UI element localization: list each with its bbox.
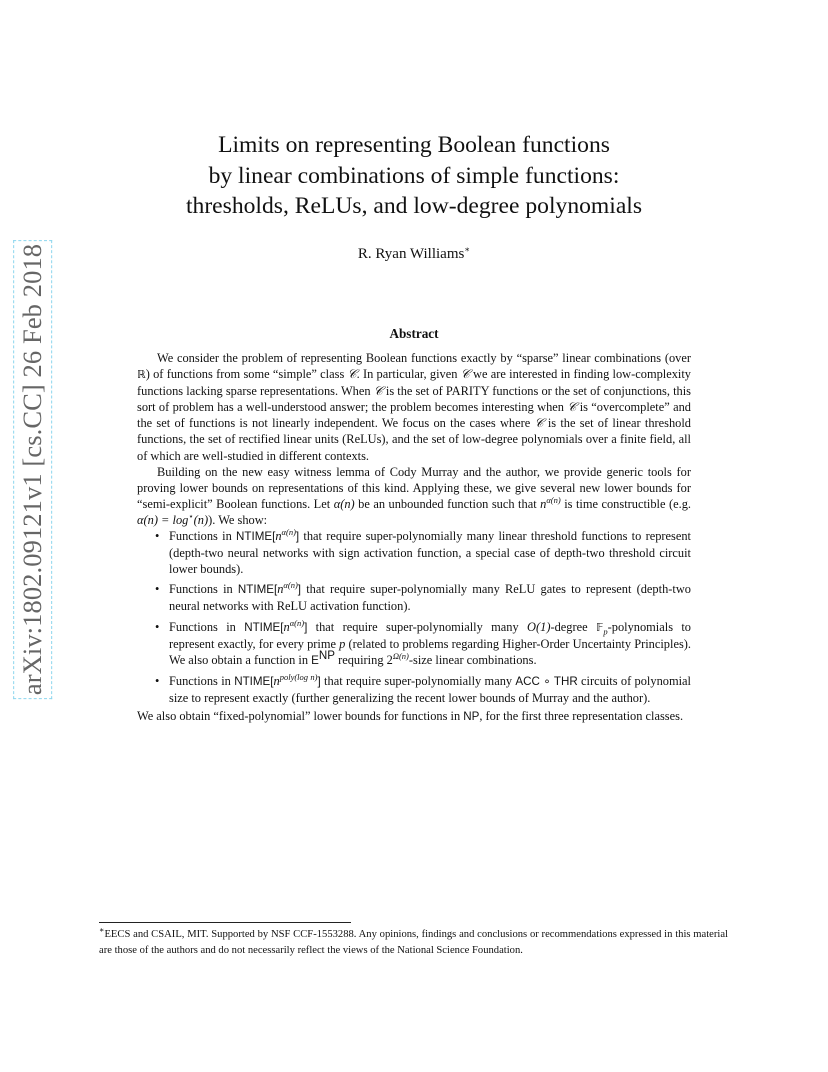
complexity-class: NTIME[ (234, 674, 274, 688)
footnote-mark: ∗ (99, 925, 105, 935)
field-symbol: 𝔽 (595, 620, 604, 634)
class-symbol: 𝒞 (460, 367, 470, 382)
math-exponent: Ω(n) (392, 650, 409, 661)
arxiv-identifier: arXiv:1802.09121v1 [cs.CC] 26 Feb 2018 (17, 243, 48, 695)
list-item (155, 580, 691, 614)
text-run: Building on the new easy witness lemma of Cody Murray and the author, we provide generic tools for proving lower bounds on representations of this kind. Applying these, we give several new lower bounds for “semi-explicit” Boolean functions. Let (137, 464, 691, 511)
text-run: ). We show: (208, 512, 268, 527)
paper-title (140, 130, 688, 222)
math-p: p (339, 636, 346, 651)
math-star: ⋆ (188, 510, 194, 521)
complexity-class-close: ] (295, 530, 300, 544)
complexity-class-close: ] (297, 583, 302, 597)
abstract-closing (137, 708, 691, 725)
abstract-heading: Abstract (389, 326, 439, 341)
list-item (155, 526, 691, 577)
text-run: is the set of PARITY functions or the set of conjunctions, this sort of problem has a well-understood answer; the problem becomes interesting when (137, 384, 691, 415)
bullet-glyph: • (155, 619, 160, 634)
complexity-class: NTIME[ (236, 530, 276, 544)
text-run: we are interested in finding low-complexity functions lacking sparse representations. When (137, 367, 691, 399)
complexity-class-close: ] (317, 674, 321, 688)
abstract-body (137, 350, 691, 725)
complexity-class-close: ] (304, 620, 308, 634)
text-run: We consider the problem of representing Boolean functions exactly by “sparse” linear combinations (over (157, 351, 691, 365)
arxiv-stamp (14, 243, 52, 695)
math-exponent: α(n) (546, 494, 561, 505)
math-exponent: α(n) (283, 580, 298, 591)
list-item (155, 617, 691, 669)
text-run: ) of functions from some “simple” class (145, 367, 348, 382)
bullet-glyph: • (155, 529, 160, 544)
text-run: requiring (335, 652, 387, 667)
text-run: that require super-polynomially many ReLU gates to represent (depth-two neural networks with ReLU activation function). (169, 582, 691, 614)
bullet-glyph: • (155, 673, 160, 688)
math-exponent: α(n) (289, 617, 305, 628)
class-symbol: 𝒞 (347, 367, 357, 382)
text-run: (related to problems regarding Higher-Order Uncertainty Principles). We also obtain a function in (169, 636, 691, 667)
text-run: that require super-polynomially many linear threshold functions to represent (depth-two neural networks with sign activation function, a special case of depth-two threshold circuit lower bounds). (169, 529, 691, 577)
text-run: be an unbounded function such that (354, 496, 541, 511)
author-line (0, 246, 828, 263)
math-two: 2 (386, 652, 393, 667)
text-run: , for the first three representation classes. (479, 708, 684, 723)
text-run: is “overcomplete” and the set of functions is not linearly independent. We focus on the cases where (137, 400, 691, 431)
complexity-class: NP (463, 709, 480, 723)
complexity-superscript: NP (318, 648, 335, 662)
footnote-text: EECS and CSAIL, MIT. Supported by NSF CCF-1553288. Any opinions, findings and conclusions or recommendations expressed in this material are those of the authors and do not necessarily reflect the views of the National Science Foundation. (99, 929, 728, 956)
math-n: n (277, 582, 284, 597)
text-run: -size linear combinations. (408, 652, 537, 667)
math-n: n (540, 496, 547, 511)
text-run: . In particular, given (356, 367, 461, 382)
author-footnote-mark: ∗ (464, 244, 471, 254)
field-subscript: p (603, 625, 608, 636)
text-run: that require super-polynomially many (307, 619, 528, 634)
complexity-class: NTIME[ (237, 583, 278, 597)
text-run: is time constructible (e.g. (560, 496, 691, 511)
complexity-class: NTIME[ (244, 620, 284, 634)
text-run: -polynomials to represent exactly, for every prime (169, 619, 691, 651)
text-run: circuits of polynomial size to represent exactly (further generalizing the recent lower bounds of Murray and the author). (169, 673, 691, 705)
class-symbol: 𝒞 (534, 416, 544, 431)
text-run: Functions in (169, 529, 237, 544)
math-alpha: α(n) (333, 496, 355, 511)
complexity-class: E (311, 653, 319, 667)
footnote-rule (99, 922, 351, 923)
text-run: is the set of linear threshold functions, the set of rectified linear units (ReLUs), and the set of low-degree polynomials over a finite field, all of which are well-studied in different contexts. (137, 416, 691, 463)
text-run: Functions in (169, 673, 235, 688)
reals-symbol: ℝ (137, 368, 146, 382)
math-n: n (283, 619, 290, 634)
title-line-2: by linear combinations of simple functions: (208, 162, 620, 189)
math-big-o: O(1) (527, 619, 551, 634)
title-line-3: thresholds, ReLUs, and low-degree polynomials (185, 193, 643, 219)
text-run: We also obtain “fixed-polynomial” lower bounds for functions in (137, 708, 464, 723)
abstract-paragraph-2 (137, 464, 691, 528)
math-exponent: poly(log n) (279, 671, 318, 682)
circuit-class: ACC ∘ THR (515, 674, 578, 688)
class-symbol: 𝒞 (373, 384, 383, 399)
math-equation-end: (n) (193, 512, 209, 527)
list-item (155, 671, 691, 706)
text-run: that require super-polynomially many (320, 673, 516, 688)
bullet-glyph: • (155, 582, 160, 597)
math-exponent: α(n) (281, 526, 296, 537)
text-run: Functions in (169, 619, 245, 634)
footnote (99, 927, 728, 959)
math-equation: α(n) = log (137, 512, 189, 527)
author-name: R. Ryan Williams (357, 246, 465, 262)
results-list (137, 528, 691, 706)
text-run: Functions in (169, 582, 238, 597)
abstract-paragraph-1 (137, 350, 691, 464)
title-line-1: Limits on representing Boolean functions (218, 132, 610, 158)
text-run: -degree (550, 619, 596, 634)
class-symbol: 𝒞 (567, 400, 577, 415)
math-n: n (275, 529, 282, 544)
math-n: n (273, 673, 280, 688)
